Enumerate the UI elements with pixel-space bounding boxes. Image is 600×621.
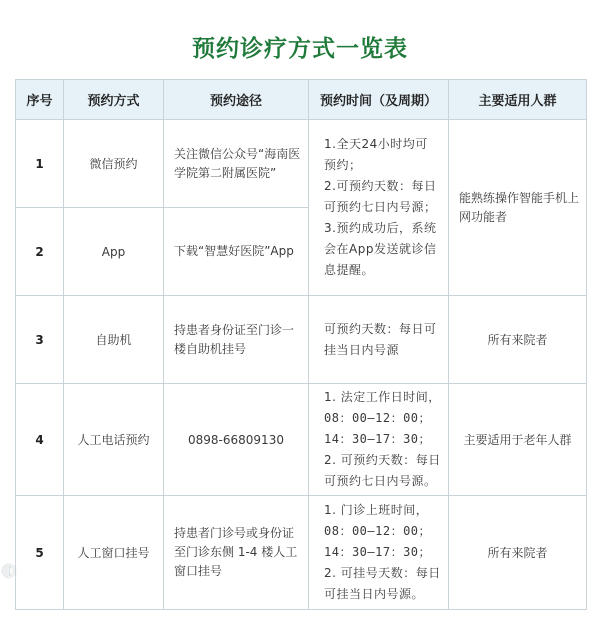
row-group: 所有来院者: [449, 296, 587, 384]
row-method: 微信预约: [64, 120, 164, 208]
header-time: 预约时间（及周期）: [309, 80, 449, 120]
row-method: App: [64, 208, 164, 296]
time-line: 可预约七日内号源。: [324, 474, 437, 488]
row-method: 自助机: [64, 296, 164, 384]
row-no: 5: [16, 496, 64, 610]
table-row: [16, 120, 587, 208]
time-line: 3.预约成功后，系统: [324, 221, 437, 235]
time-line: 挂当日内号源: [324, 342, 400, 357]
row-channel: 0898-66809130: [164, 384, 309, 496]
time-line: 可预约天数：每日可: [324, 321, 437, 336]
row-channel: 持患者身份证至门诊一楼自助机挂号: [164, 296, 309, 384]
row-time: [309, 496, 449, 610]
time-line: 2. 可预约天数：每日: [324, 453, 441, 467]
table-row: [16, 296, 587, 384]
page-title: 预约诊疗方式一览表: [192, 36, 408, 62]
row-method: 人工电话预约: [64, 384, 164, 496]
time-line: 2.可预约天数：每日: [324, 179, 437, 193]
table-row: [16, 496, 587, 610]
row-channel: 持患者门诊号或身份证至门诊东侧 1-4 楼人工窗口挂号: [164, 496, 309, 610]
time-line: 14：30—17：30；: [324, 545, 432, 559]
row-channel: 关注微信公众号“海南医学院第二附属医院”: [164, 120, 309, 208]
row-method: 人工窗口挂号: [64, 496, 164, 610]
row-channel: 下载“智慧好医院”App: [164, 208, 309, 296]
row-group: 所有来院者: [449, 496, 587, 610]
row-no: 2: [16, 208, 64, 296]
row-time: [309, 296, 449, 384]
table-row: [16, 384, 587, 496]
time-line: 1. 法定工作日时间，: [324, 390, 441, 404]
time-line: 08：00—12：00；: [324, 411, 432, 425]
time-line: 1. 门诊上班时间，: [324, 503, 429, 517]
row-group: 主要适用于老年人群: [449, 384, 587, 496]
row-no: 3: [16, 296, 64, 384]
header-method: 预约方式: [64, 80, 164, 120]
row-no: 4: [16, 384, 64, 496]
time-line: 预约；: [324, 158, 362, 172]
row-group-shared: 能熟练操作智能手机上网功能者: [449, 120, 587, 296]
header-no: 序号: [16, 80, 64, 120]
time-line: 08：00—12：00；: [324, 524, 432, 538]
time-line: 可挂当日内号源。: [324, 587, 425, 601]
time-line: 息提醒。: [324, 263, 375, 277]
header-group: 主要适用人群: [449, 80, 587, 120]
table-header-row: [16, 80, 587, 120]
appointment-table: [15, 79, 587, 610]
time-line: 2. 可挂号天数：每日: [324, 566, 441, 580]
time-line: 14：30—17：30；: [324, 432, 432, 446]
row-time-shared: [309, 120, 449, 296]
row-no: 1: [16, 120, 64, 208]
time-line: 可预约七日内号源；: [324, 200, 437, 214]
header-channel: 预约途径: [164, 80, 309, 120]
watermark-logo-icon: ◐: [2, 560, 16, 579]
row-time: [309, 384, 449, 496]
time-line: 1.全天24小时均可: [324, 137, 428, 151]
time-line: 会在App发送就诊信: [324, 242, 437, 256]
